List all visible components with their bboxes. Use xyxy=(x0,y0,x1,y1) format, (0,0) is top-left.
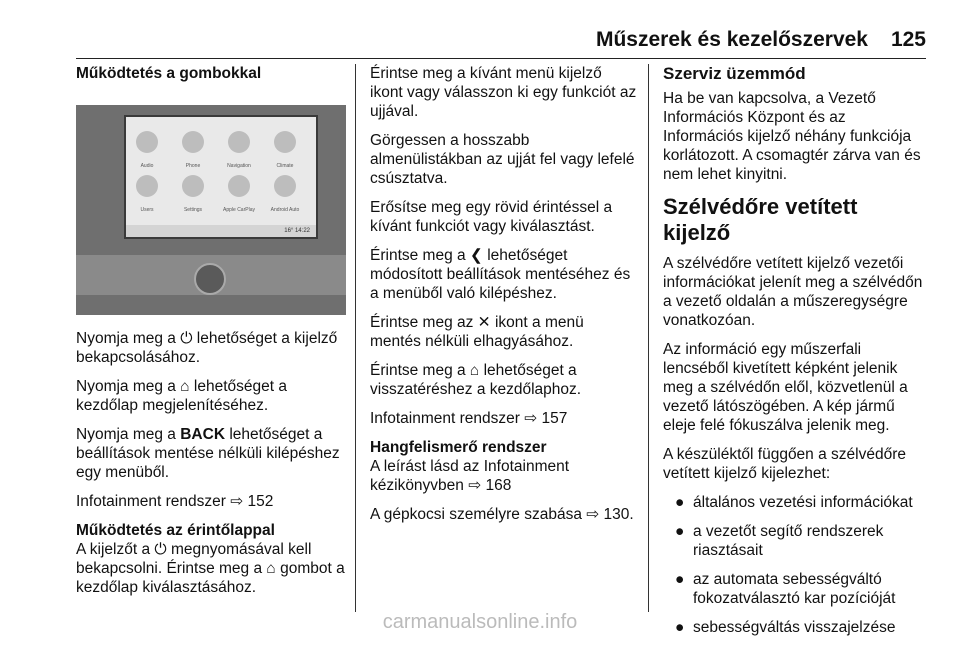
paragraph: Érintse meg az ✕ ikont a menü mentés nélküli elhagyásához. xyxy=(370,314,584,350)
chapter-heading: Szélvédőre vetített kijelző xyxy=(663,194,858,245)
subsection-heading: Működtetés az érintőlappal xyxy=(76,522,275,539)
paragraph: Erősítse meg egy rövid érintéssel a kívánt funkciót vagy kiválasztást. xyxy=(370,199,613,235)
paragraph: Az információ egy műszerfali lencséből kivetített képként jelenik meg a szélvédőn elől, közvetlenül a vezető látószögében. A kép jármű eleje felé fókuszálva jelenik meg. xyxy=(663,341,908,434)
app-label: Audio xyxy=(140,163,154,169)
list-item xyxy=(663,493,925,512)
text-span: Nyomja meg a xyxy=(76,426,181,443)
paragraph: A készüléktől függően a szélvédőre vetített kijelző kijelezhet: xyxy=(663,446,906,482)
bullet-icon: ● xyxy=(675,494,685,511)
climate-app-icon xyxy=(274,131,296,153)
paragraph: Érintse meg a ❮ lehetőséget módosított beállítások mentéséhez és a menüből való kilépéshez. xyxy=(370,247,631,302)
page-header xyxy=(0,22,960,62)
header-rule xyxy=(76,58,926,59)
list-item-text: sebességváltás visszajelzése xyxy=(693,619,896,636)
watermark: carmanualsonline.info xyxy=(382,611,578,633)
app-label: Apple CarPlay xyxy=(223,207,255,213)
text-span: lehetőséget a beállítások mentése nélküli kilépéshez egy menüből. xyxy=(76,426,340,481)
app-label: Climate xyxy=(276,163,294,169)
paragraph: A gépkocsi személyre szabása ⇨ 130. xyxy=(370,506,634,523)
volume-knob-icon xyxy=(194,263,226,295)
phone-app-icon xyxy=(182,131,204,153)
paragraph: Érintse meg a ⌂ lehetőséget a visszatéréshez a kezdőlaphoz. xyxy=(370,362,582,398)
app-label: Settings xyxy=(183,207,203,213)
app-label: Phone xyxy=(185,163,201,169)
column-3 xyxy=(663,64,925,647)
bullet-icon: ● xyxy=(675,571,685,588)
paragraph: Érintse meg a kívánt menü kijelző ikont vagy válasszon ki egy funkciót az ujjával. xyxy=(370,65,637,120)
settings-app-icon xyxy=(182,175,204,197)
list-item xyxy=(663,570,925,608)
page-title: Műszerek és kezelőszervek xyxy=(595,28,868,51)
status-text: 16° 14:22 xyxy=(284,228,310,234)
section-heading: Szerviz üzemmód xyxy=(663,64,806,83)
paragraph: Nyomja meg a ⏻ lehetőséget a kijelző bekapcsolásához. xyxy=(76,330,338,366)
screen-status-bar xyxy=(126,225,316,237)
app-label: Users xyxy=(140,207,154,213)
paragraph: A szélvédőre vetített kijelző vezetői információkat jelenít meg a szélvédőn a vezető oldalán a műszeregységre vonatkozóan. xyxy=(663,255,923,329)
list-item-text: általános vezetési információkat xyxy=(693,494,913,511)
paragraph: A kijelzőt a ⏻ megnyomásával kell bekapcsolni. Érintse meg a ⌂ gombot a kezdőlap kiválasztásához. xyxy=(76,541,345,596)
app-label: Android Auto xyxy=(270,207,300,213)
infotainment-figure xyxy=(76,105,346,315)
paragraph: Görgessen a hosszabb almenülistákban az ujját fel vagy lefelé csúsztatva. xyxy=(370,132,635,187)
carplay-app-icon xyxy=(228,175,250,197)
paragraph: Nyomja meg a ⌂ lehetőséget a kezdőlap megjelenítéséhez. xyxy=(76,378,287,414)
audio-app-icon xyxy=(136,131,158,153)
subsection-heading: Hangfelismerő rendszer xyxy=(370,439,547,456)
back-label: BACK xyxy=(180,426,226,443)
cross-reference: Infotainment rendszer ⇨ 152 xyxy=(76,493,274,510)
list-item-text: az automata sebességváltó fokozatválasztó kar pozícióját xyxy=(693,571,896,607)
infotainment-screen xyxy=(124,115,318,239)
section-heading: Működtetés a gombokkal xyxy=(76,65,262,82)
column-divider-2 xyxy=(648,64,649,612)
paragraph: Ha be van kapcsolva, a Vezető Információs Központ és az Információs kijelző néhány funkciója korlátozott. A csomagtér zárva van és nem lehet kinyitni. xyxy=(663,90,921,183)
cross-reference: Infotainment rendszer ⇨ 157 xyxy=(370,410,568,427)
paragraph: A leírást lásd az Infotainment kézikönyvben ⇨ 168 xyxy=(370,458,570,494)
list-item xyxy=(663,522,925,560)
list-item-text: a vezetőt segítő rendszerek riasztásait xyxy=(693,523,884,559)
android-auto-app-icon xyxy=(274,175,296,197)
users-app-icon xyxy=(136,175,158,197)
bullet-icon: ● xyxy=(675,619,685,636)
navigation-app-icon xyxy=(228,131,250,153)
page-number: 125 xyxy=(890,28,926,51)
column-1 xyxy=(76,64,346,607)
app-label: Navigation xyxy=(227,163,251,169)
column-divider-1 xyxy=(355,64,356,612)
column-2 xyxy=(370,64,638,534)
paragraph xyxy=(76,425,346,482)
bullet-icon: ● xyxy=(675,523,685,540)
